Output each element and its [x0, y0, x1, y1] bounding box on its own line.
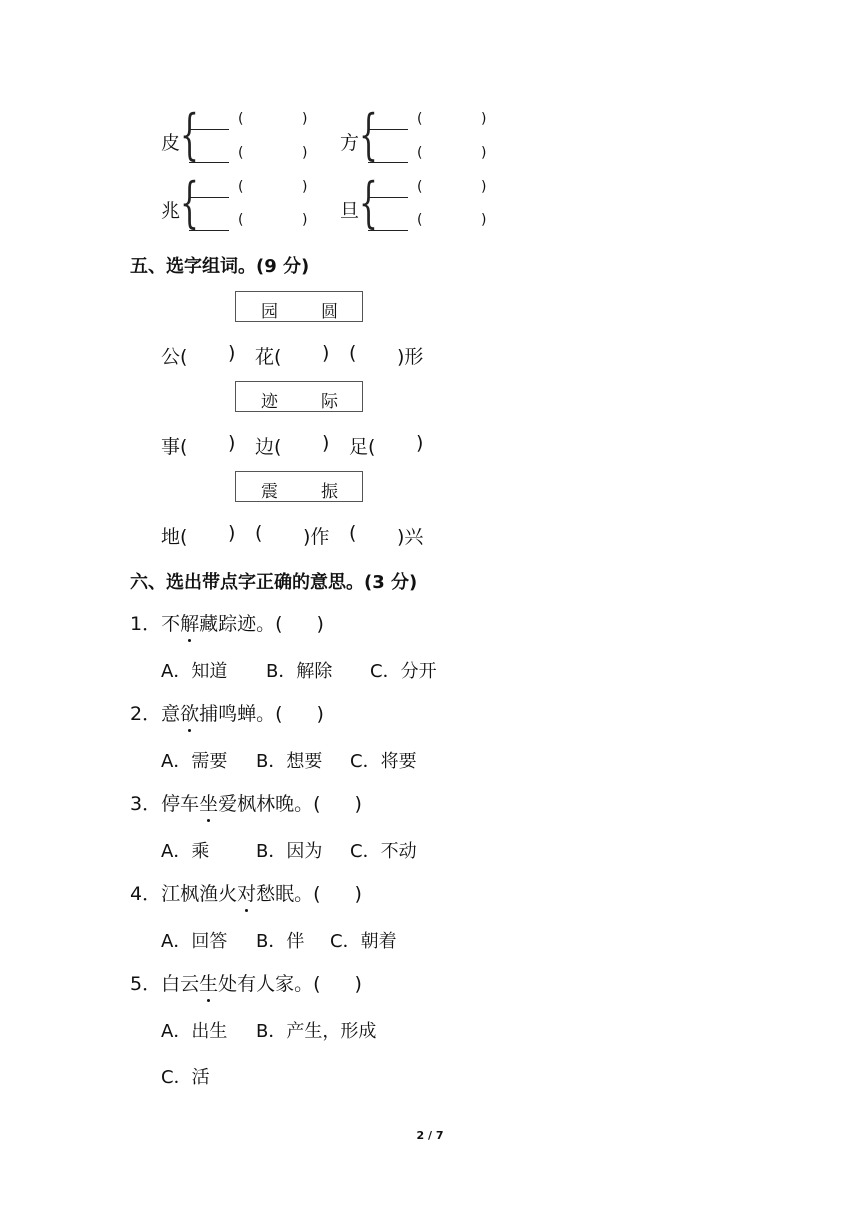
blank-line: [368, 162, 408, 163]
brace-icon: {: [359, 103, 378, 166]
option: B．因为: [256, 841, 323, 862]
section-title-5: 五、选字组词。(9 分): [130, 256, 310, 277]
option: A．知道: [161, 661, 228, 682]
paren-open: (: [238, 145, 244, 161]
question-text: 愁眠。(: [256, 883, 321, 905]
paren-close: ): [481, 179, 487, 195]
fill-text: 足(: [349, 436, 376, 458]
question-2: [130, 699, 324, 726]
paren-close: ): [481, 145, 487, 161]
paren-close: ): [354, 973, 362, 995]
blank-line: [189, 129, 229, 130]
question-number: 5．: [130, 973, 162, 995]
option: A．回答: [161, 931, 228, 952]
paren-open: (: [238, 111, 244, 127]
choice-char: 园: [261, 302, 278, 322]
fill-text: ): [228, 432, 236, 454]
bracket-char: 旦: [340, 200, 360, 222]
paren-open: (: [417, 179, 423, 195]
paren-close: ): [354, 883, 362, 905]
paren-close: ): [481, 111, 487, 127]
question-text: 藏踪迹。(: [199, 613, 283, 635]
paren-open: (: [238, 179, 244, 195]
fill-text: ): [322, 432, 330, 454]
bracket-char: 皮: [161, 132, 181, 154]
dotted-char: 欲: [180, 699, 199, 726]
fill-text: ): [416, 432, 424, 454]
word-choice-box: [235, 381, 363, 412]
fill-text: 公(: [161, 346, 188, 368]
fill-text: 边(: [255, 436, 282, 458]
blank-line: [189, 197, 229, 198]
choice-char: 际: [321, 392, 338, 412]
question-text: 捕鸣蝉。(: [199, 703, 283, 725]
paren-close: ): [302, 145, 308, 161]
section-title-6: 六、选出带点字正确的意思。(3 分): [130, 572, 418, 593]
fill-text: 花(: [255, 346, 282, 368]
fill-text: )作: [303, 526, 330, 548]
paren-close: ): [302, 111, 308, 127]
paren-close: ): [302, 179, 308, 195]
fill-text: )兴: [397, 526, 424, 548]
question-number: 1．: [130, 613, 162, 635]
blank-line: [368, 230, 408, 231]
fill-text: ): [228, 522, 236, 544]
option: B．伴: [256, 931, 305, 952]
fill-text: ): [228, 342, 236, 364]
option: C．活: [161, 1067, 210, 1088]
dotted-char: 坐: [199, 789, 218, 816]
dotted-char: 对: [237, 879, 256, 906]
question-4: [130, 879, 362, 906]
fill-text: 事(: [161, 436, 188, 458]
paren-open: (: [238, 212, 244, 228]
blank-line: [368, 129, 408, 130]
question-text: 爱枫林晚。(: [218, 793, 321, 815]
paren-close: ): [302, 212, 308, 228]
question-number: 3．: [130, 793, 162, 815]
option: A．出生: [161, 1021, 228, 1042]
brace-icon: {: [180, 171, 199, 234]
fill-text: (: [349, 342, 357, 364]
question-3: [130, 789, 362, 816]
word-choice-box: [235, 471, 363, 502]
paren-open: (: [417, 111, 423, 127]
option: C．朝着: [330, 931, 397, 952]
blank-line: [189, 162, 229, 163]
question-text: 不: [161, 613, 181, 635]
option: A．需要: [161, 751, 228, 772]
fill-text: (: [349, 522, 357, 544]
paren-close: ): [481, 212, 487, 228]
choice-char: 圆: [321, 302, 338, 322]
choice-char: 振: [321, 482, 338, 502]
choice-char: 震: [261, 482, 278, 502]
question-text: 江枫渔火: [161, 883, 238, 905]
paren-open: (: [417, 212, 423, 228]
paren-close: ): [354, 793, 362, 815]
fill-text: ): [322, 342, 330, 364]
option: C．分开: [370, 661, 437, 682]
blank-line: [368, 197, 408, 198]
word-choice-box: [235, 291, 363, 322]
option: C．不动: [350, 841, 417, 862]
question-1: [130, 609, 324, 636]
question-number: 2．: [130, 703, 162, 725]
paren-open: (: [417, 145, 423, 161]
question-text: 白云: [161, 973, 200, 995]
choice-char: 迹: [261, 392, 278, 412]
page-number: 2 / 7: [416, 1129, 444, 1142]
bracket-char: 方: [340, 132, 360, 154]
dotted-char: 生: [199, 969, 218, 996]
question-number: 4．: [130, 883, 162, 905]
brace-icon: {: [180, 103, 199, 166]
fill-text: (: [255, 522, 263, 544]
bracket-char: 兆: [161, 200, 181, 222]
question-5: [130, 969, 362, 996]
question-text: 意: [161, 703, 181, 725]
paren-close: ): [316, 703, 324, 725]
fill-text: 地(: [161, 526, 188, 548]
question-text: 处有人家。(: [218, 973, 321, 995]
dotted-char: 解: [180, 609, 199, 636]
fill-text: )形: [397, 346, 424, 368]
option: B．产生，形成: [256, 1021, 377, 1042]
blank-line: [189, 230, 229, 231]
option: B．想要: [256, 751, 323, 772]
option: C．将要: [350, 751, 417, 772]
brace-icon: {: [359, 171, 378, 234]
option: A．乘: [161, 841, 210, 862]
option: B．解除: [266, 661, 333, 682]
paren-close: ): [316, 613, 324, 635]
question-text: 停车: [161, 793, 200, 815]
